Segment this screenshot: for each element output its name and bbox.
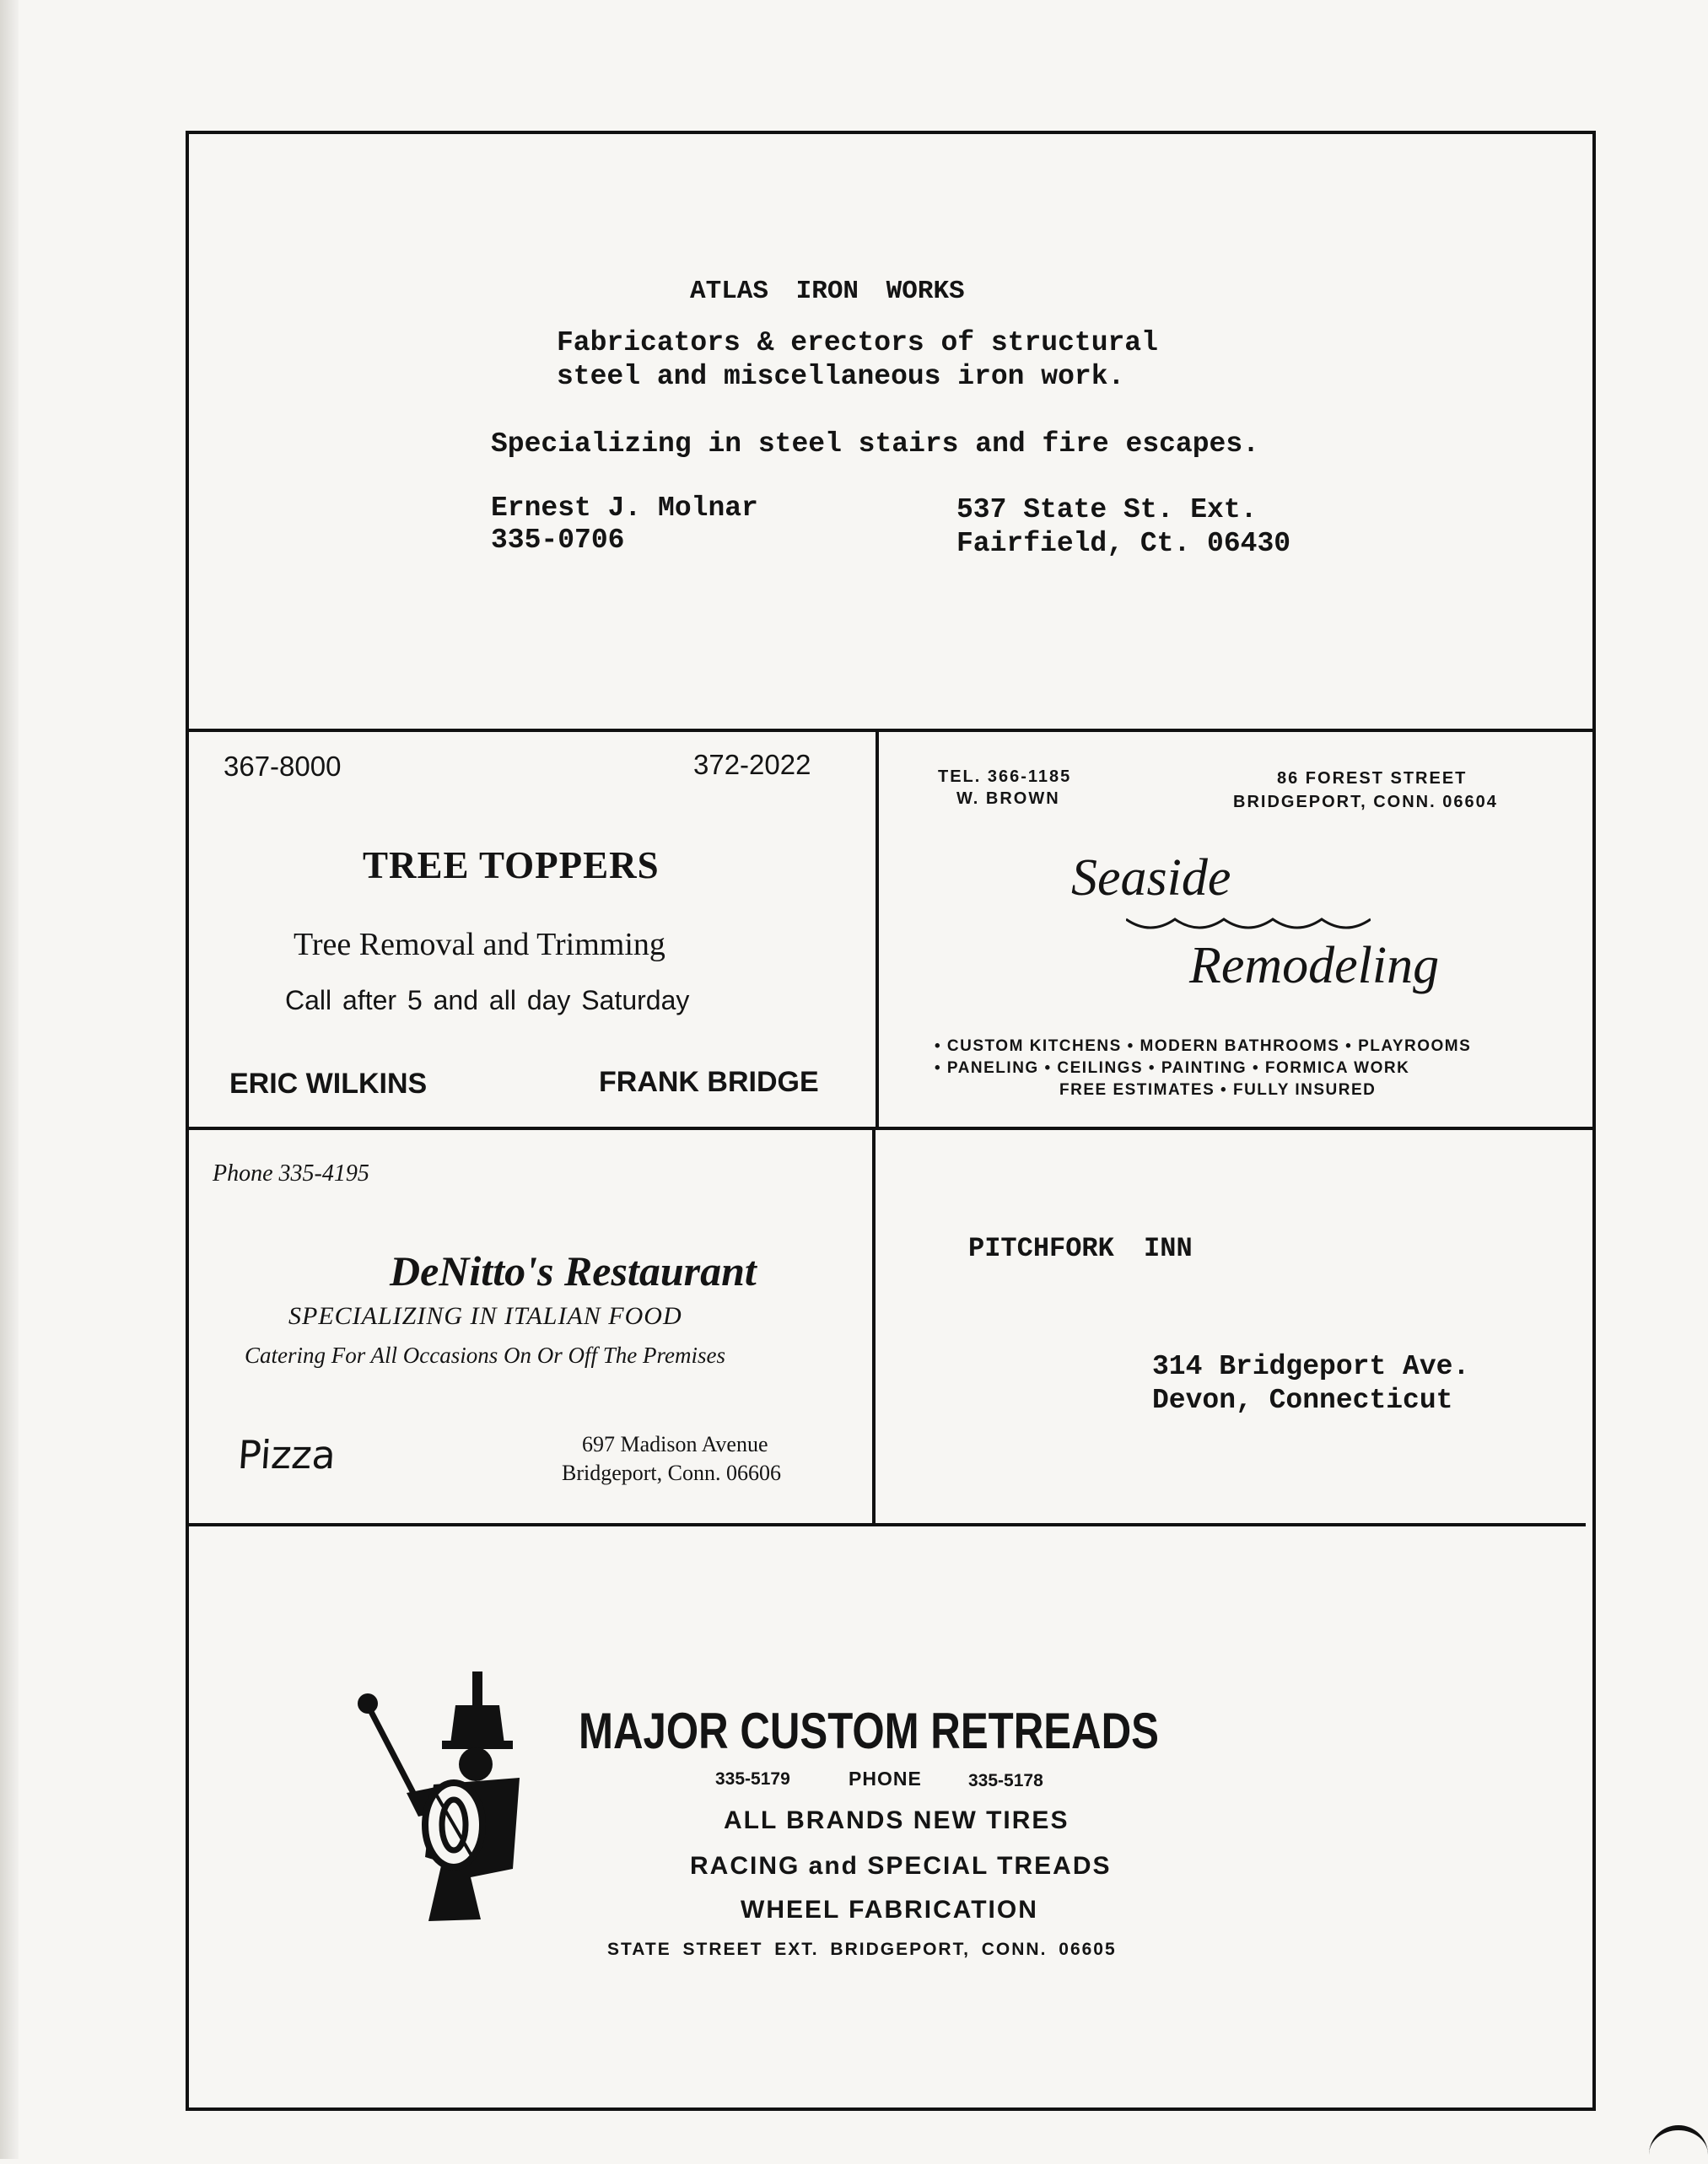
drummer-logo bbox=[354, 1666, 536, 1930]
major-phone-left: 335-5179 bbox=[715, 1769, 790, 1789]
denittos-catering: Catering For All Occasions On Or Off The Premises bbox=[245, 1343, 725, 1368]
major-business-name: MAJOR CUSTOM RETREADS bbox=[579, 1703, 1159, 1759]
denittos-address-line1: 697 Madison Avenue bbox=[582, 1432, 768, 1456]
divider-bottom bbox=[186, 1523, 1586, 1526]
denittos-address-line2: Bridgeport, Conn. 06606 bbox=[562, 1461, 781, 1485]
tree-person-left: ERIC WILKINS bbox=[229, 1068, 428, 1100]
atlas-contact-name: Ernest J. Molnar bbox=[491, 493, 758, 524]
tree-business-name: TREE TOPPERS bbox=[363, 844, 660, 886]
tree-service: Tree Removal and Trimming bbox=[294, 927, 665, 962]
seaside-contact: W. BROWN bbox=[956, 789, 1060, 808]
atlas-name: ATLAS IRON WORKS bbox=[690, 277, 965, 306]
seaside-wave-ornament bbox=[1126, 907, 1371, 936]
pitchfork-name: PITCHFORK INN bbox=[968, 1233, 1193, 1264]
atlas-description-line1: Fabricators & erectors of structural bbox=[557, 327, 1158, 358]
page-spine-shadow bbox=[0, 0, 19, 2159]
denittos-specialty: SPECIALIZING IN ITALIAN FOOD bbox=[288, 1302, 682, 1330]
seaside-city: BRIDGEPORT, CONN. 06604 bbox=[1233, 793, 1498, 811]
major-phone-label: PHONE bbox=[849, 1768, 922, 1790]
seaside-name-line2: Remodeling bbox=[1189, 937, 1440, 994]
tree-phone-right: 372-2022 bbox=[693, 749, 811, 780]
denittos-phone: Phone 335-4195 bbox=[213, 1160, 369, 1187]
atlas-address-line1: 537 State St. Ext. bbox=[956, 494, 1258, 525]
major-line-new-tires: ALL BRANDS NEW TIRES bbox=[724, 1806, 1070, 1834]
denittos-handwritten-note: Pizza bbox=[236, 1432, 337, 1478]
major-phone-right: 335-5178 bbox=[968, 1771, 1043, 1790]
seaside-services-line2: • PANELING • CEILINGS • PAINTING • FORMICA WORK bbox=[935, 1059, 1410, 1077]
seaside-tel: TEL. 366-1185 bbox=[938, 767, 1072, 786]
pitchfork-address-line2: Devon, Connecticut bbox=[1152, 1385, 1453, 1416]
seaside-services-line1: • CUSTOM KITCHENS • MODERN BATHROOMS • PLAYROOMS bbox=[935, 1037, 1472, 1055]
pitchfork-address-line1: 314 Bridgeport Ave. bbox=[1152, 1351, 1470, 1382]
divider-vertical-upper bbox=[876, 729, 879, 1128]
divider-middle bbox=[186, 1127, 1592, 1130]
major-line-wheel: WHEEL FABRICATION bbox=[741, 1896, 1038, 1924]
page-number-fragment bbox=[1649, 2125, 1708, 2164]
denittos-name: DeNitto's Restaurant bbox=[390, 1247, 757, 1295]
seaside-street: 86 FOREST STREET bbox=[1277, 769, 1468, 788]
atlas-specialty: Specializing in steel stairs and fire escapes. bbox=[491, 428, 1259, 460]
atlas-contact-phone: 335-0706 bbox=[491, 525, 625, 556]
divider-top bbox=[186, 729, 1596, 732]
atlas-address-line2: Fairfield, Ct. 06430 bbox=[956, 528, 1291, 559]
major-line-racing: RACING and SPECIAL TREADS bbox=[690, 1852, 1112, 1880]
major-address: STATE STREET EXT. BRIDGEPORT, CONN. 06605 bbox=[607, 1940, 1117, 1959]
seaside-services-line3: FREE ESTIMATES • FULLY INSURED bbox=[1059, 1081, 1377, 1099]
divider-vertical-lower bbox=[872, 1127, 876, 1525]
tree-person-right: FRANK BRIDGE bbox=[599, 1066, 819, 1098]
tree-hours: Call after 5 and all day Saturday bbox=[285, 985, 690, 1015]
seaside-name-line1: Seaside bbox=[1071, 849, 1231, 907]
atlas-description-line2: steel and miscellaneous iron work. bbox=[557, 361, 1125, 392]
tree-phone-left: 367-8000 bbox=[224, 751, 342, 782]
